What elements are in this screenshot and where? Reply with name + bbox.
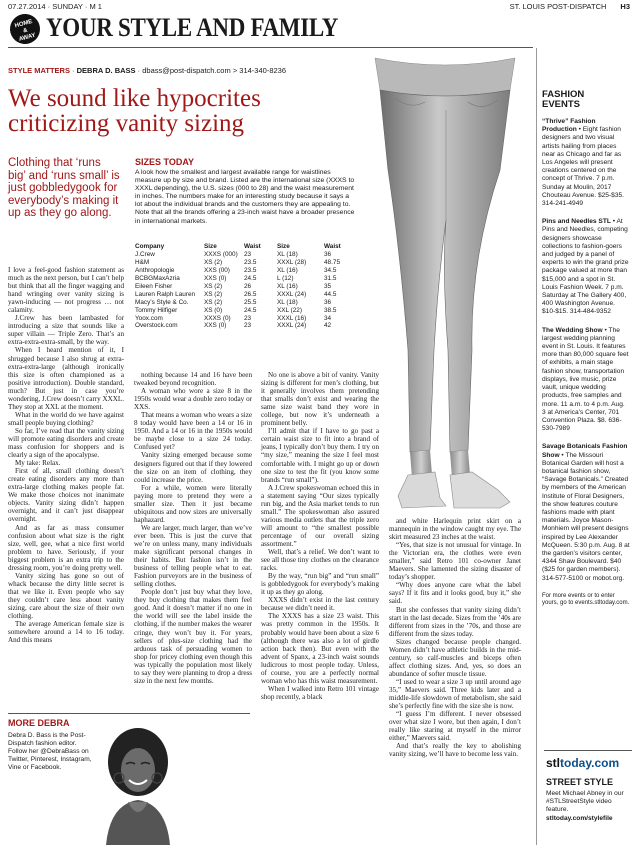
table-header: Waist [244, 243, 261, 250]
table-cell: Tommy Hilfiger [135, 306, 178, 314]
table-cell: 26.5 [244, 290, 257, 298]
table-cell: XS (2) [204, 283, 223, 290]
article-paragraph: I’ll admit that if I have to go past a certain waist size to fit into a brand of jeans, I typically don’t buy them. I try on “my size,” meaning the size I feel most comfortable with. I might go up or down one size to test the fit (you know some brands “run small”). [261, 427, 379, 484]
header-rule [8, 47, 533, 48]
article-paragraph: People don’t just buy what they love, they buy clothing that makes them feel good. And it doesn’t matter if no one in the world will see the label inside the clothing, if the number makes the wearer cringe, they won’t buy it. For years, sellers of plus-size clothing had the arduous task of persuading women to shop for pricey clothing even though this was typically the population most likely to say they were planning to drop a dress size in the next few months. [134, 588, 252, 685]
article-paragraph: For a while, women were literally paying more to pretend they were a smaller size. Then it just became ubiquitous and now sizes are universally haphazard. [134, 483, 252, 524]
table-cell: 26 [244, 283, 252, 290]
table-cell: XXXL (28) [277, 259, 307, 267]
table-cell: 42 [324, 322, 332, 330]
more-debra-rule [8, 713, 250, 714]
table-cell: 36 [324, 298, 332, 306]
folio-left: 07.27.2014 · SUNDAY · M 1 [8, 2, 102, 11]
section-title: YOUR STYLE AND FAMILY [46, 13, 339, 42]
table-row [135, 259, 357, 267]
table-cell: 23 [244, 251, 252, 259]
table-cell: 34.5 [324, 267, 337, 275]
table-cell: XS (0) [204, 306, 223, 314]
street-style-link[interactable]: stltoday.com/stylefile [546, 814, 613, 822]
table-cell: XL (16) [277, 267, 298, 275]
event-description: • At Pins and Needles, competing designers showcase collections to fashion-goers and judged by a panel of experts to win the grand prize package valued at more than $15,000 and a spot in St. Louis Fashion Week. 7 p.m. Saturday at The Gallery 400, 400 Washington Avenue. $10-$15. 314-484-9352 [542, 218, 629, 316]
article-paragraph: And that’s really the key to abolishing vanity sizing, we’ll have to become less vain. [389, 742, 521, 759]
table-header: Company [135, 243, 165, 250]
article-paragraph: We are larger, much larger, than we’ve ever been. This is just the curve that we’re on unless many, many individuals make significant personal changes in their habits. But fashion isn’t in the business of telling people what to eat. Fashion purveyors are in the business of selling clothes. [134, 523, 252, 589]
table-row [135, 283, 357, 291]
sizes-table [135, 242, 357, 330]
article-paragraph: nothing because 14 and 16 have been tweaked beyond recognition. [134, 371, 252, 388]
table-cell: BCBGMaxAzria [135, 275, 180, 283]
table-cell: 38.5 [324, 306, 337, 314]
article-paragraph: First of all, small clothing doesn’t create eating disorders any more than extra-large clothing makes people fat. We make those choices not inanimate objects. Vanity sizing didn’t happen overnight, and it can’t just disappear overnight. [8, 467, 124, 524]
home-away-logo: HOME & AWAY [7, 11, 44, 48]
author-email[interactable]: dbass@post-dispatch.com [142, 66, 231, 75]
table-cell: L (12) [277, 275, 294, 283]
more-debra-bio: Debra D. Bass is the Post-Dispatch fashion editor. Follow her @DebraBass on Twitter, Pinterest, Instagram, Vine or Facebook. [8, 732, 92, 772]
table-header: Waist [324, 243, 341, 250]
table-cell: 31.5 [324, 275, 337, 283]
article-paragraph: Well, that’s a relief. We don’t want to see all those tiny clothes on the clearance racks. [261, 548, 379, 573]
folio-bar [8, 2, 630, 11]
author-phone: 314-340-8236 [239, 66, 287, 75]
table-cell: XXXL (24) [277, 322, 307, 330]
event-item [542, 118, 630, 208]
event-description: • The Missouri Botanical Garden will host a botanical fashion show, “Savage Botanicals.” Created by members of the American Institute of Floral Designers, the show features couture fashions made with plant materials. Joyce Mason-Monhiem will present designs inspired by Lee Alexander McQueen. 5:30 p.m. Aug. 8 at the garden’s visitors center, 4344 Shaw Boulevard. $40 ($25 for garden members). 314-577-5100 or mobot.org. [542, 451, 630, 582]
article-paragraph: Vanity sizing has gone so out of whack because the dirty little secret is that we like it. Even people who say they couldn’t care less about vanity sizing, care about the size of their own clothing. [8, 571, 124, 621]
table-row [135, 290, 357, 298]
table-cell: Lauren Ralph Lauren [135, 290, 196, 298]
article-paragraph: Vanity sizing emerged because some designers figured out that if they lowered the size on an item of clothing, they could increase the price. [134, 451, 252, 484]
sidebar-divider [536, 48, 537, 845]
folio-right [510, 2, 630, 11]
table-cell: 25.5 [244, 298, 257, 306]
article-paragraph: Sizes changed because people changed. Women didn’t have athletic builds in the mid-century, so calf-muscles and biceps often affect clothing sizes. And, yes, so does an abundance of softer muscle tissue. [389, 637, 521, 678]
table-cell: Eileen Fisher [135, 283, 173, 290]
table-cell: XL (18) [277, 251, 298, 259]
table-cell: Macy’s Style & Co. [135, 298, 189, 306]
event-name: The Wedding Show [542, 326, 603, 334]
table-cell: 23.5 [244, 267, 257, 275]
column-label: STYLE MATTERS [8, 66, 70, 75]
table-cell: Overstock.com [135, 322, 178, 330]
table-cell: XXXL (16) [277, 314, 307, 322]
article-paragraph: My take: Relax. [15, 459, 61, 468]
table-row [135, 267, 357, 275]
article-column-4 [389, 517, 521, 758]
table-cell: 35 [324, 283, 332, 290]
events-footer[interactable]: For more events or to enter yours, go to events.stltoday.com. [542, 592, 630, 607]
event-name: Savage Botanicals Fashion Show [542, 443, 628, 459]
table-row [135, 314, 357, 322]
article-paragraph: The average American female size is somewhere around a 14 to 16 today. And this means [8, 620, 124, 645]
article-paragraph: “I used to wear a size 3 up until around age 35,” Maevers said. Three kids later and a middle-life slowdown of metabolism, she said she’s perfectly fine with the size she is now. [389, 677, 521, 711]
event-name: Pins and Needles STL [542, 218, 611, 226]
article-paragraph: J.Crew has been lambasted for introducing a size that sounds like a super villain — Triple Zero. That’s an extra-extra-extra-small, by the way. [8, 314, 124, 347]
event-item [542, 218, 630, 316]
table-cell: XXL (22) [277, 306, 302, 314]
event-name: “Thrive” Fashion Production [542, 118, 596, 134]
table-row [135, 322, 357, 330]
event-description: • Eight fashion designers and two visual artists hailing from places near as Chicago and far as Los Angeles will present creations centered on the concept of Thrive. 7 p.m. Sunday at Moulin, 2017 Chouteau Avenue. $25-$35. 314-241-4949 [542, 126, 625, 208]
table-row [135, 306, 357, 314]
article-deck: Clothing that ‘runs big’ and ‘runs small’ is just gobbledygook for everybody’s making it up as they go along. [8, 157, 120, 219]
article-paragraph: When I walked into Retro 101 vintage shop recently, a black [261, 684, 379, 701]
article-paragraph: I love a feel-good fashion statement as much as the next person, but I can’t help but think that all the finger wagging and hand wringing over vanity sizing is yawn-inducing — not progress … not calamity. [8, 266, 124, 315]
article-column-1 [8, 266, 124, 644]
article-headline: We sound like hypocrites criticizing vanity sizing [8, 85, 261, 137]
table-cell: XL (18) [277, 298, 298, 306]
article-paragraph: and white Harlequin print skirt on a mannequin in the window caught my eye. The skirt measured 23 inches at the waist. [389, 517, 521, 542]
event-description: • The largest wedding planning event in St. Louis. It features more than 80,000 square feet of exhibits, a main stage fashion show, transportation displays, live music, prize vault, unique wedding products, free samples and more. 11 a.m. to 4 p.m. Aug. 3 at America’s Center, 701 Convention Plaza. $8. 636-530-7989 [542, 326, 629, 433]
table-cell: Anthropologie [135, 267, 175, 275]
table-cell: XXXS (0) [204, 314, 231, 322]
street-style-title: STREET STYLE [546, 777, 614, 787]
article-paragraph: By the way, “run big” and “run small” is gobbledygook for everybody’s making it up as they go along. [261, 572, 379, 597]
table-header: Size [204, 243, 217, 250]
table-cell: 48.75 [324, 259, 340, 267]
fashion-events-sidebar [542, 90, 630, 608]
author-name: DEBRA D. BASS [76, 66, 136, 75]
stltoday-logo[interactable]: stltoday.com [546, 756, 620, 770]
table-cell: XXS (00) [204, 267, 230, 275]
table-cell: Yoox.com [135, 314, 163, 322]
newspaper-name: ST. LOUIS POST-DISPATCH [509, 2, 607, 11]
table-row [135, 275, 357, 283]
table-cell: 23 [244, 314, 252, 322]
table-cell: 23.5 [244, 259, 257, 267]
byline: STYLE MATTERS · DEBRA D. BASS · dbass@post-dispatch.com > 314-340-8236 [8, 66, 287, 75]
article-paragraph: A woman who wore a size 8 in the 1950s would wear a double zero today or XXS. [134, 387, 252, 412]
table-cell: XXXL (24) [277, 290, 307, 298]
table-row [135, 251, 357, 259]
table-cell: XXS (0) [204, 275, 227, 283]
table-cell: H&M [135, 259, 150, 267]
table-cell: 36 [324, 251, 332, 259]
article-paragraph: And as far as mass consumer confusion about what size is the right size, well, gee, what a nice first world problem to have. Seriously, if your biggest problem is an extra trip to the dressing room, you’re doing pretty well. [8, 523, 124, 572]
table-cell: 24.5 [244, 306, 257, 314]
table-cell: 23 [244, 322, 252, 330]
table-cell: XS (2) [204, 298, 223, 306]
article-paragraph: When I heard mention of it, I shrugged because I also shrug at extra-extra-extra-large (although ironically this size is often championed as a positive introduction). Double standard, much? But just in case you’re wondering, J.Crew doesn’t carry XXXL. They stop at XXL at the moment. [8, 346, 124, 411]
article-column-2 [134, 371, 252, 685]
table-row [135, 298, 357, 306]
table-cell: XXXS (000) [204, 251, 238, 259]
article-paragraph: “Why does anyone care what the label says? If it fits and it looks good, buy it,” she said. [389, 581, 521, 606]
table-cell: XXS (0) [204, 322, 227, 330]
article-paragraph: That means a woman who wears a size 8 today would have been a 14 or 16 in 1950. And a 14 or 16 in the 1950s would be maybe close to a size 24 today. Confused yet? [134, 411, 252, 452]
event-item [542, 327, 630, 434]
event-item [542, 443, 630, 582]
more-debra-title: MORE DEBRA [8, 718, 70, 728]
sizes-today-intro: A look how the smallest and largest available range for waistlines measure up by size and brand. Listed are the international size (XXXS to XXXL depending), the U.S. sizes (000 to 28) and the waist measurement in inches. The numbers make for an interesting study because it says a lot about the individual brands and the customers they are appealing to. Note that all the brands offering a 23-inch waist have a broader presence in international markets. [135, 169, 355, 225]
page-number: H3 [620, 2, 630, 11]
table-cell: 34 [324, 314, 332, 322]
article-column-3 [261, 371, 379, 701]
table-cell: 24.5 [244, 275, 257, 283]
article-paragraph: No one is above a bit of vanity. Vanity sizing is different for men’s clothing, but it generally involves them pretending that smalls don’t exist and wearing the same size waist band they wore in college, but now it’s underneath a prominent belly. [261, 371, 379, 428]
article-paragraph: But she confesses that vanity sizing didn’t start in the last decade. Sizes from the ’40s are different from sizes in the ’70s, and those are different from the sizes today. [389, 605, 521, 638]
article-paragraph: A J.Crew spokeswoman echoed this in a statement saying “Our sizes typically run big, and the Asia market tends to run small.” The spokeswoman also assured various media outlets that the triple zero will amount to “the smallest possible percentage of our overall sizing assortment.” [261, 483, 379, 548]
table-cell: XS (2) [204, 290, 223, 298]
sizes-today-title: SIZES TODAY [135, 157, 195, 167]
article-paragraph: XXXS didn’t exist in the last century because we didn’t need it. [261, 596, 379, 613]
table-cell: 44.5 [324, 290, 337, 298]
article-paragraph: So far, I’ve read that the vanity sizing will promote eating disorders and create mass confusion for shoppers and is clearly a sign of the apocalypse. [8, 426, 124, 460]
author-portrait [98, 722, 178, 845]
sidebar-rule [544, 750, 632, 751]
table-cell: XL (16) [277, 283, 298, 290]
table-header: Size [277, 243, 290, 250]
article-paragraph: “I guess I’m different. I never obsessed over what size I wore, but then again, I don’t really like staring at myself in the mirror either,” Maevers said. [389, 710, 521, 743]
street-style-text: Meet Michael Abney in our #STLStreetStyle video feature. stltoday.com/stylefile [546, 790, 634, 823]
article-paragraph: What in the world do we have against small people buying clothing? [8, 410, 124, 427]
article-paragraph: The XXXS has a size 23 waist. This was pretty common in the 1950s. It probably would have been about a size 6 (although there was also a lot of girdle action back then). But even with the advent of Spanx, a 23-inch waist sounds ludicrous to most people today. Unless, of course, you are a perfectly normal woman who has this waist measurement. [261, 612, 379, 685]
table-cell: XS (2) [204, 259, 223, 267]
table-cell: J.Crew [135, 251, 155, 259]
article-paragraph: “Yes, that size is not unusual for vintage. In the Victorian era, the clothes were even smaller,” said Retro 101 co-owner Janet Maevers. She lamented the sizing disaster of today’s shopper. [389, 541, 521, 582]
fashion-events-title: FASHION EVENTS [542, 89, 585, 110]
